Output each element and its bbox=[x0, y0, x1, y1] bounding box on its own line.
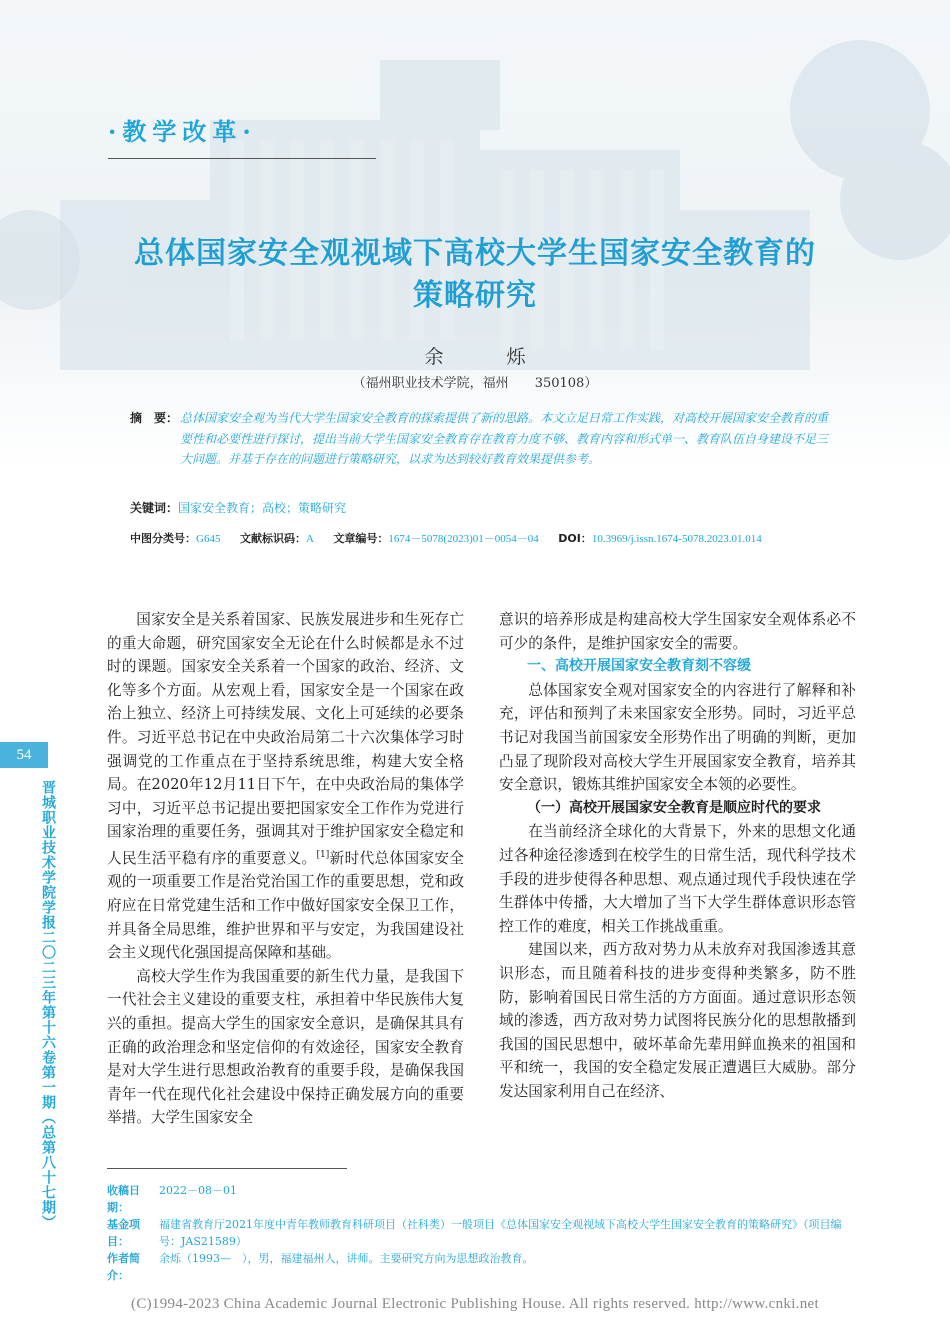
affiliation-org: （福州职业技术学院，福州 bbox=[352, 376, 509, 391]
received-label: 收稿日期： bbox=[107, 1184, 140, 1214]
subsection-heading: （一）高校开展国家安全教育是顺应时代的要求 bbox=[527, 799, 821, 816]
doi-value: 10.3969/j.issn.1674-5078.2023.01.014 bbox=[591, 533, 762, 545]
abstract-label: 摘 要： bbox=[130, 411, 179, 425]
paragraph: 意识的培养形成是构建高校大学生国家安全观体系必不可少的条件，是维护国家安全的需要。 bbox=[499, 611, 856, 652]
paragraph-text: 新时代总体国家安全观的一项重要工作是治党治国工作的重要思想，党和政府应在日常党建生活和工作中做好国家安全保卫工作，并具备全局思维，维护世界和平与安定，为我国建设社会主义现代化强国提高保障和基础。 bbox=[107, 849, 464, 962]
keywords-row bbox=[130, 499, 346, 516]
article-title-line2: 策略研究 bbox=[413, 278, 537, 313]
abstract-text: 总体国家安全观为当代大学生国家安全教育的探索提供了新的思路。本文立足日常工作实践，对高校开展国家安全教育的重要性和必要性进行探讨，提出当前大学生国家安全教育存在教育力度不够、教育内容和形式单一、教育队伍自身建设不足三大问题。并基于存在的问题进行策略研究，以求为达到较好教育效果提供参考。 bbox=[180, 411, 829, 466]
section-heading: 一、高校开展国家安全教育刻不容缓 bbox=[527, 658, 751, 675]
classification-meta-row bbox=[130, 530, 778, 546]
author-bio-label: 作者简介： bbox=[107, 1252, 140, 1282]
article-number-label: 文章编号： bbox=[333, 532, 389, 545]
paragraph-text: 国家安全是关系着国家、民族发展进步和生死存亡的重大命题，研究国家安全无论在什么时候都是永不过时的课题。国家安全关系着一个国家的政治、经济、文化等多个方面。从宏观上看，国家安全是一个国家在政治上独立、经济上可持续发展、文化上可延续的必要条件。习近平总书记在中央政治局第二十六次集体学习时强调党的工作重点在于坚持系统思维，构建大安全格局。在2020年12月11日下午，在中央政治局的集体学习中，习近平总书记提出要把国家安全工作作为党进行国家治理的重要任务，强调其对于维护国家安全稳定和人民生活平稳有序的重要意义。 bbox=[107, 611, 464, 867]
keywords-text: 国家安全教育；高校；策略研究 bbox=[178, 501, 347, 515]
fund-label: 基金项目： bbox=[107, 1218, 140, 1248]
author-bio-text: 余烁（1993— ），男，福建福州人，讲师。主要研究方向为思想政治教育。 bbox=[159, 1252, 534, 1265]
doc-code-value: A bbox=[305, 533, 314, 545]
body-left-column bbox=[107, 608, 464, 1130]
clc-value: G645 bbox=[196, 533, 221, 545]
section-tag: ·教学改革· bbox=[108, 117, 257, 146]
copyright-line: (C)1994-2023 China Academic Journal Electronic Publishing House. All rights reserved. http://www.cnki.net bbox=[131, 1296, 819, 1312]
section-tag-rule bbox=[108, 158, 376, 159]
paragraph: 高校大学生作为我国重要的新生代力量，是我国下一代社会主义建设的重要支柱，承担着中华民族伟大复兴的重担。提高大学生的国家安全意识，是确保其具有正确的政治理念和坚定信仰的有效途径，国家安全教育是对大学生进行思想政治教育的重要手段，是确保我国青年一代在现代化社会建设中保持正确发展方向的重要举措。大学生国家安全 bbox=[107, 967, 464, 1127]
journal-vertical-title: 晋城职业技术学院学报二〇二三年第十六卷第一期（总第八十七期） bbox=[40, 780, 56, 1230]
footnotes bbox=[107, 1182, 857, 1284]
paragraph: 总体国家安全观对国家安全的内容进行了解释和补充，评估和预判了未来国家安全形势。同时，习近平总书记对我国当前国家安全形势作出了明确的判断，更加凸显了现阶段对高校大学生开展国家安全教育，培养其安全意识，锻炼其维护国家安全本领的必要性。 bbox=[499, 681, 856, 794]
paragraph bbox=[107, 608, 464, 965]
author-affiliation bbox=[0, 372, 950, 391]
body-right-column bbox=[499, 608, 856, 1103]
article-number-value: 1674－5078(2023)01－0054－04 bbox=[388, 533, 539, 545]
doc-code-label: 文献标识码： bbox=[239, 532, 306, 545]
fund-text: 福建省教育厅2021年度中青年教师教育科研项目（社科类）一般项目《总体国家安全观视域下高校大学生国家安全教育的策略研究》（项目编号：JAS21589） bbox=[159, 1218, 842, 1248]
citation-ref: [1] bbox=[316, 849, 330, 860]
doi-label: DOI： bbox=[558, 532, 592, 545]
keywords-label: 关键词： bbox=[130, 501, 179, 515]
received-date: 2022－08－01 bbox=[159, 1184, 237, 1197]
paragraph: 建国以来，西方敌对势力从未放弃对我国渗透其意识形态，而且随着科技的进步变得种类繁多，防不胜防，影响着国民日常生活的方方面面。通过意识形态领域的渗透，西方敌对势力试图将民族分化的思想散播到我国的国民思想中，破坏革命先辈用鲜血换来的祖国和平和统一，我国的安全稳定发展正遭遇巨大威胁。部分发达国家利用自己在经济、 bbox=[499, 941, 856, 1100]
article-title-line1: 总体国家安全观视域下高校大学生国家安全教育的 bbox=[134, 236, 816, 271]
affiliation-postcode: 350108） bbox=[534, 376, 598, 391]
abstract-block bbox=[130, 408, 830, 470]
author-name: 余 烁 bbox=[424, 346, 548, 368]
footnote-rule bbox=[107, 1168, 347, 1169]
side-strip bbox=[0, 0, 56, 1344]
paragraph: 在当前经济全球化的大背景下，外来的思想文化通过各种途径渗透到在校学生的日常生活，现代科学技术手段的进步使得各种思想、观点通过现代手段快速在学生群体中传播，大大增加了当下大学生群体意识形态管控工作的难度，相关工作挑战重重。 bbox=[499, 823, 856, 935]
clc-label: 中图分类号： bbox=[130, 532, 196, 545]
page-number: 54 bbox=[0, 742, 48, 768]
